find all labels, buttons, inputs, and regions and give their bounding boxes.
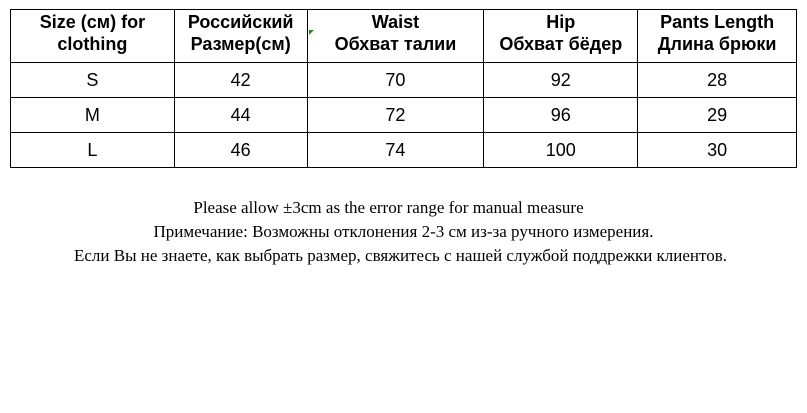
header-text-line: Размер(см) [190, 34, 291, 54]
note-error-range-russian: Примечание: Возможны отклонения 2-3 см из-за ручного измерения. [153, 222, 654, 241]
size-chart-table [10, 9, 797, 168]
cell-waist: 70 [307, 63, 484, 98]
cell-hip: 92 [484, 63, 638, 98]
header-text-line: Waist [371, 12, 420, 32]
header-pants-length [638, 10, 797, 63]
cell-hip: 96 [484, 98, 638, 133]
header-waist [307, 10, 484, 63]
header-size-clothing [11, 10, 175, 63]
cell-waist: 72 [307, 98, 484, 133]
header-text-line: Size (см) for [39, 12, 146, 32]
header-text-line: Hip [546, 12, 576, 32]
cell-corner-marker [309, 30, 314, 35]
note-contact-support: Если Вы не знаете, как выбрать размер, свяжитесь с нашей службой поддрежки клиентов. [73, 246, 728, 265]
table-row [11, 98, 797, 133]
cell-pants-length: 29 [638, 98, 797, 133]
header-text-line: Длина брюки [657, 34, 777, 54]
header-text-line: clothing [57, 34, 128, 54]
header-text-line: Обхват бёдер [499, 34, 623, 54]
cell-size: S [11, 63, 175, 98]
header-hip [484, 10, 638, 63]
header-text-line: Обхват талии [334, 34, 457, 54]
table-header-row [11, 10, 797, 63]
cell-waist: 74 [307, 133, 484, 168]
table-row [11, 133, 797, 168]
cell-pants-length: 30 [638, 133, 797, 168]
cell-size: M [11, 98, 175, 133]
note-error-range-english: Please allow ±3cm as the error range for manual measure [193, 198, 584, 217]
header-text-line: Российский [187, 12, 294, 32]
cell-pants-length: 28 [638, 63, 797, 98]
cell-russian-size: 46 [174, 133, 307, 168]
measurement-notes [0, 196, 807, 268]
table-row [11, 63, 797, 98]
header-text-line: Pants Length [660, 12, 775, 32]
cell-russian-size: 42 [174, 63, 307, 98]
cell-size: L [11, 133, 175, 168]
header-russian-size [174, 10, 307, 63]
cell-russian-size: 44 [174, 98, 307, 133]
cell-hip: 100 [484, 133, 638, 168]
